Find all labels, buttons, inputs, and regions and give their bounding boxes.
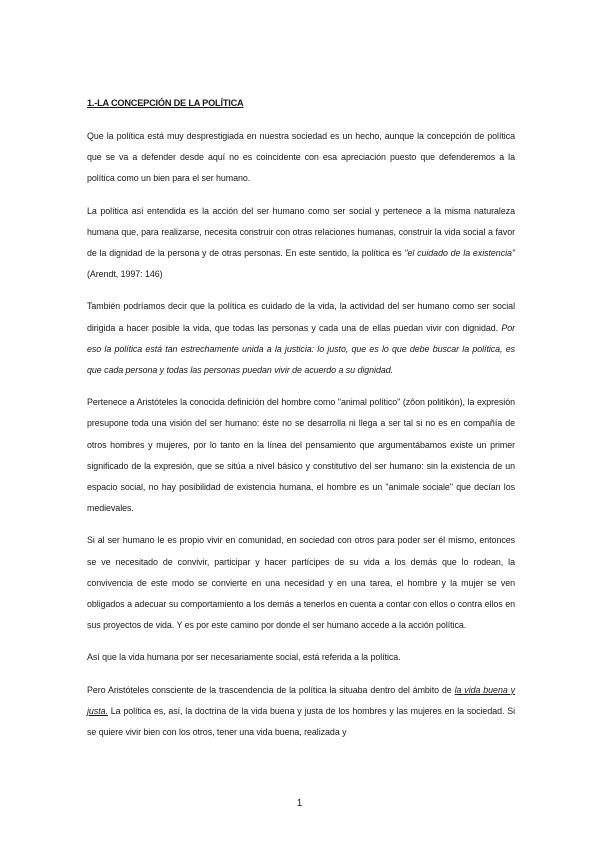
page-content: [87, 97, 515, 754]
paragraph-text: Pertenece a Aristóteles la conocida definición del hombre como "animal político" (zôon politikón), la expresión presupone toda una visión del ser humano: éste no se desarrolla ni llega a ser tal si no es en compañía de otros hombres y mujeres, por lo tanto en la línea del pensamiento que argumentábamos existe un primer significado de la expresión, que se sitúa a nivel básico y constitutivo del ser humano: sin la existencia de un espacio social, no hay posibilidad de existencia humana, el hombre es un "animale sociale" que decían los medievales.: [87, 397, 515, 514]
paragraph-text: Que la política está muy desprestigiada en nuestra sociedad es un hecho, aunque la concepción de política que se va a defender desde aquí no es coincidente con esa apreciación puesto que defenderemos a la política como un bien para el ser humano.: [87, 131, 515, 184]
paragraph-3: [87, 296, 515, 381]
paragraph-4: [87, 392, 515, 519]
section-heading: 1.-LA CONCEPCIÓN DE LA POLÍTICA: [87, 98, 244, 108]
paragraph-1: [87, 126, 515, 190]
paragraph-5: [87, 530, 515, 636]
underlined-phrase: la vida buena y justa.: [87, 684, 515, 716]
paragraph-7: [87, 680, 515, 744]
paragraph-2: [87, 201, 515, 286]
page-number: 1: [296, 798, 303, 809]
paragraph-text: La política así entendida es la acción del ser humano como ser social y pertenece a la misma naturaleza humana que, para realizarse, necesita construir con otras relaciones humanas, construir la vida social a favor de la dignidad de la persona y de otras personas. En este sentido, la política es: [87, 205, 515, 259]
paragraph-text: La política es, así, la doctrina de la vida buena y justa de los hombres y las mujeres en la sociedad. Si se quiere vivir bien con los otros, tener una vida buena, realizada y: [87, 705, 515, 738]
paragraph-text: Así que la vida humana por ser necesariamente social, está referida a la política.: [87, 652, 401, 663]
paragraph-6: [87, 647, 515, 668]
paragraph-text: Pero Aristóteles consciente de la trascendencia de la política la situaba dentro del ámbito de: [87, 684, 455, 695]
italic-passage: Por eso la política está tan estrechamente unida a la justicia: lo justo, que es lo que debe buscar la política, es que cada persona y todas las personas puedan vivir de acuerdo a su dignidad.: [87, 322, 515, 376]
paragraph-text: Si al ser humano le es propio vivir en comunidad, en sociedad con otros para poder ser él mismo, entonces se ve necesitado de convivir, participar y hacer partícipes de su vida a los demás que lo rodean, la convivencia de este modo se convierte en una necesidad y en una tarea, el hombre y la mujer se ven obligados a adecuar su comportamiento a los demás a tenerlos en cuenta a contar con ellos o contra ellos en sus proyectos de vida. Y es por este camino por donde el ser humano accede a la acción política.: [87, 535, 515, 631]
citation: (Arendt, 1997: 146): [87, 269, 163, 280]
paragraph-text: También podríamos decir que la política es cuidado de la vida, la actividad del ser humano como ser social dirigida a hacer posible la vida, que todas las personas y cada una de ellas puedan vivir con dignidad.: [87, 301, 515, 333]
arendt-quote: "el cuidado de la existencia": [404, 248, 515, 259]
